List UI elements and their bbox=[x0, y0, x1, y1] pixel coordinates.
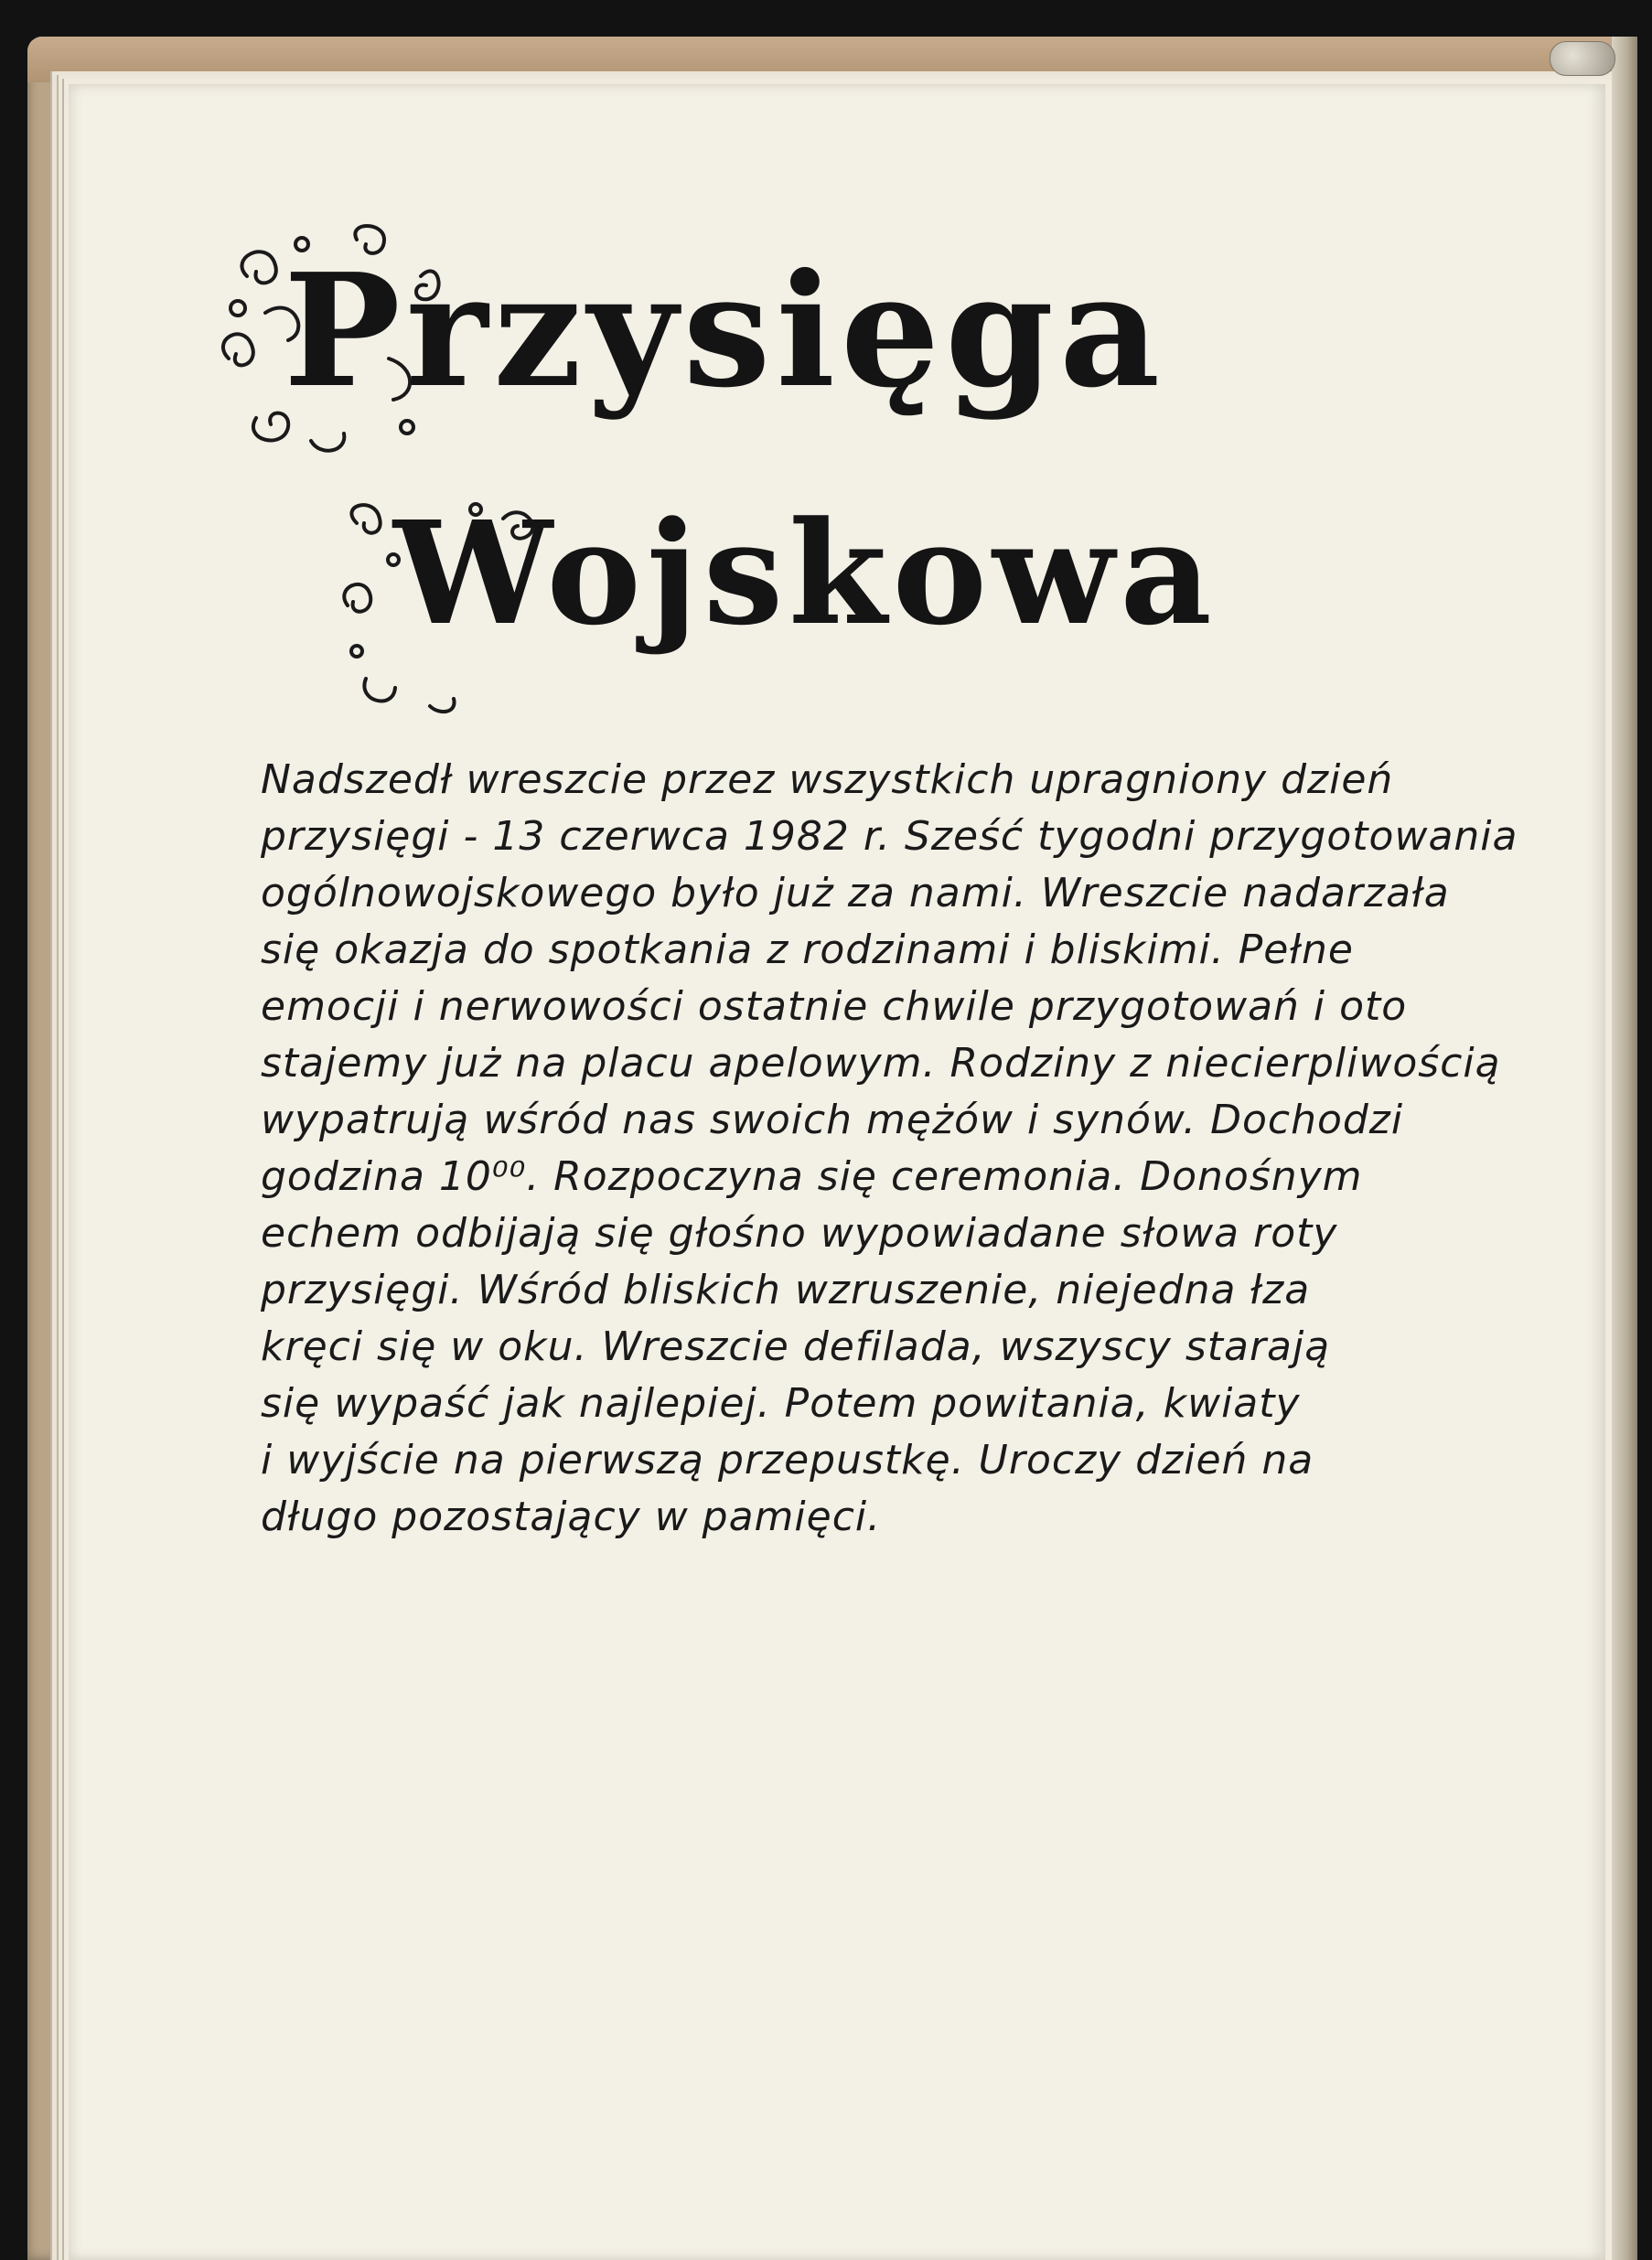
text-line: Nadszedł wreszcie przez wszystkich upragniony dzień bbox=[261, 756, 1394, 803]
binding-ring bbox=[1550, 41, 1615, 76]
decorative-title bbox=[210, 221, 1308, 734]
text-line: echem odbijają się głośno wypowiadane słowa roty bbox=[261, 1210, 1338, 1257]
handwritten-paragraph bbox=[261, 752, 1523, 1546]
text-line: i wyjście na pierwszą przepustkę. Uroczy dzień na bbox=[261, 1437, 1314, 1483]
text-line: przysięgi - 13 czerwca 1982 r. Sześć tygodni przygotowania bbox=[261, 813, 1518, 860]
album-binding-gutter bbox=[1612, 37, 1637, 2260]
text-line: godzina 10⁰⁰. Rozpoczyna się ceremonia. Donośnym bbox=[261, 1153, 1363, 1200]
text-line: kręci się w oku. Wreszcie defilada, wszyscy starają bbox=[261, 1323, 1331, 1370]
text-line: stajemy już na placu apelowym. Rodziny z niecierpliwością bbox=[261, 1040, 1501, 1087]
text-line: długo pozostający w pamięci. bbox=[261, 1494, 882, 1540]
text-line: ogólnowojskowego było już za nami. Wreszcie nadarzała bbox=[261, 870, 1450, 916]
title-line-2: Wojskowa bbox=[393, 489, 1218, 657]
text-line: przysięgi. Wśród bliskich wzruszenie, niejedna łza bbox=[261, 1267, 1311, 1313]
album-page bbox=[69, 84, 1605, 2260]
text-line: wypatrują wśród nas swoich mężów i synów. Dochodzi bbox=[261, 1097, 1404, 1143]
text-line: się wypaść jak najlepiej. Potem powitania, kwiaty bbox=[261, 1380, 1301, 1427]
text-line: emocji i nerwowości ostatnie chwile przygotowań i oto bbox=[261, 983, 1408, 1030]
text-line: się okazja do spotkania z rodzinami i bliskimi. Pełne bbox=[261, 926, 1354, 973]
title-line-1: Przysięga bbox=[284, 240, 1166, 423]
